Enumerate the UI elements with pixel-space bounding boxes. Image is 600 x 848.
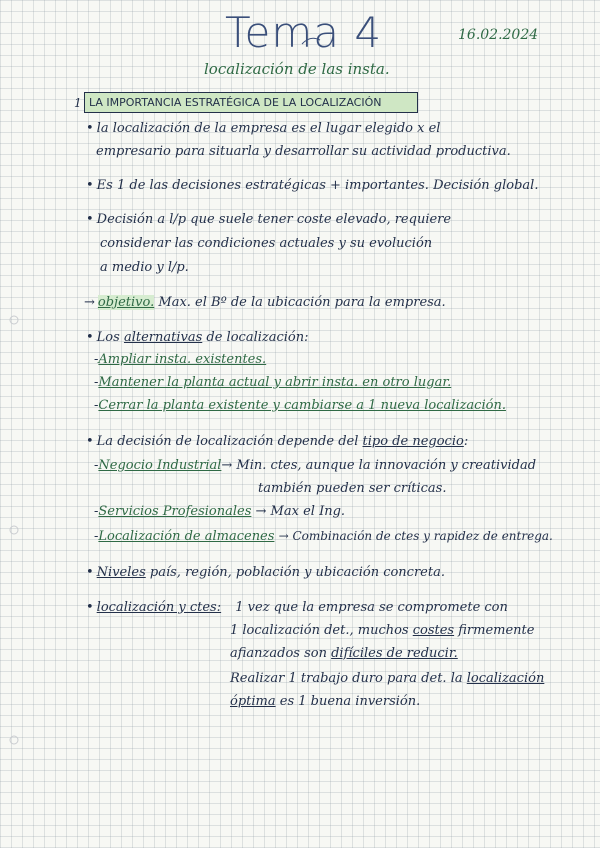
- bullet-icon: •: [86, 121, 94, 136]
- alternative-item-2: [94, 375, 451, 390]
- underlined-text: alternativas: [123, 330, 203, 345]
- underlined-text: localización: [466, 671, 545, 686]
- date-label: 16.02.2024: [458, 27, 539, 43]
- underlined-text: óptima: [230, 694, 276, 709]
- dash-icon: -: [94, 352, 99, 367]
- paragraph-5-line-1: [86, 330, 309, 345]
- bullet-icon: •: [86, 178, 94, 193]
- text: Cerrar la planta existente y cambiarse a 1 nueva localización.: [98, 398, 506, 413]
- page-title: Tema 4: [225, 8, 383, 57]
- label: Servicios Profesionales: [98, 504, 252, 519]
- text: Mantener la planta actual y abrir insta. en otro lugar.: [98, 375, 452, 390]
- business-type-industrial: [94, 458, 536, 473]
- paragraph-8-line-1: [86, 600, 508, 615]
- label: Niveles: [96, 565, 146, 580]
- text: → Combinación de ctes y rapidez de entrega.: [278, 529, 553, 543]
- text: La decisión de localización depende del: [96, 434, 359, 449]
- text: a medio y l/p.: [100, 260, 189, 275]
- text: → Min. ctes, aunque la innovación y creatividad: [221, 458, 537, 473]
- paragraph-4-line-1: [84, 295, 446, 310]
- underlined-text: difíciles de reducir.: [331, 646, 458, 661]
- text: es 1 buena inversión.: [279, 694, 421, 709]
- label: localización y ctes:: [96, 600, 222, 615]
- text: Realizar 1 trabajo duro para det. la: [230, 671, 463, 686]
- paragraph-3-line-3: [100, 260, 189, 275]
- text: :: [463, 434, 469, 449]
- text: Es 1 de las decisiones estratégicas + importantes. Decisión global.: [96, 178, 539, 193]
- dash-icon: -: [94, 504, 99, 519]
- text: 1 vez que la empresa se compromete con: [235, 600, 508, 615]
- objective-label: objetivo.: [97, 295, 155, 310]
- paragraph-8-line-2: [230, 623, 534, 638]
- text: de localización:: [206, 330, 309, 345]
- section-heading: LA IMPORTANCIA ESTRATÉGICA DE LA LOCALIZACIÓN: [84, 92, 418, 113]
- text: Max. el Bº de la ubicación para la empresa.: [158, 295, 446, 310]
- text: → Max el Ing.: [255, 504, 346, 519]
- text: afianzados son: [230, 646, 327, 661]
- paragraph-6-line-1: [86, 434, 468, 449]
- bullet-icon: •: [86, 600, 94, 615]
- page-subtitle: localización de las insta.: [204, 60, 390, 78]
- text: firmemente: [458, 623, 535, 638]
- text: empresario para situarla y desarrollar su actividad productiva.: [96, 144, 511, 159]
- paragraph-7-line-1: [86, 565, 445, 580]
- underlined-text: costes: [412, 623, 455, 638]
- text: considerar las condiciones actuales y su evolución: [100, 236, 433, 251]
- paragraph-3-line-1: [86, 212, 451, 227]
- business-type-warehouses: [94, 529, 553, 544]
- underlined-text: tipo de negocio: [362, 434, 464, 449]
- paragraph-8-line-3: [230, 646, 458, 661]
- paragraph-1-line-2: [96, 144, 511, 159]
- business-type-industrial-cont: [258, 481, 446, 496]
- paragraph-1-line-1: [86, 121, 440, 136]
- paragraph-8-line-4: [230, 671, 544, 686]
- paragraph-3-line-2: [100, 236, 432, 251]
- bullet-icon: •: [86, 330, 94, 345]
- text: la localización de la empresa es el lugar elegido x el: [96, 121, 441, 136]
- text: país, región, población y ubicación concreta.: [149, 565, 445, 580]
- paragraph-8-line-5: [230, 694, 420, 709]
- bullet-icon: •: [86, 565, 94, 580]
- alternative-item-1: [94, 352, 266, 367]
- section-number: 1: [74, 96, 82, 110]
- label: Localización de almacenes: [98, 529, 275, 544]
- paragraph-2-line-1: [86, 178, 538, 193]
- label: Negocio Industrial: [98, 458, 222, 473]
- bullet-icon: •: [86, 212, 94, 227]
- dash-icon: -: [94, 398, 99, 413]
- dash-icon: -: [94, 529, 99, 544]
- text: también pueden ser críticas.: [258, 481, 447, 496]
- arrow-icon: →: [84, 295, 95, 310]
- text: 1 localización det., muchos: [230, 623, 409, 638]
- dash-icon: -: [94, 458, 99, 473]
- alternative-item-3: [94, 398, 506, 413]
- bullet-icon: •: [86, 434, 94, 449]
- text: Los: [96, 330, 120, 345]
- dash-icon: -: [94, 375, 99, 390]
- text: Decisión a l/p que suele tener coste elevado, requiere: [96, 212, 452, 227]
- text: Ampliar insta. existentes.: [98, 352, 267, 367]
- business-type-services: [94, 504, 345, 519]
